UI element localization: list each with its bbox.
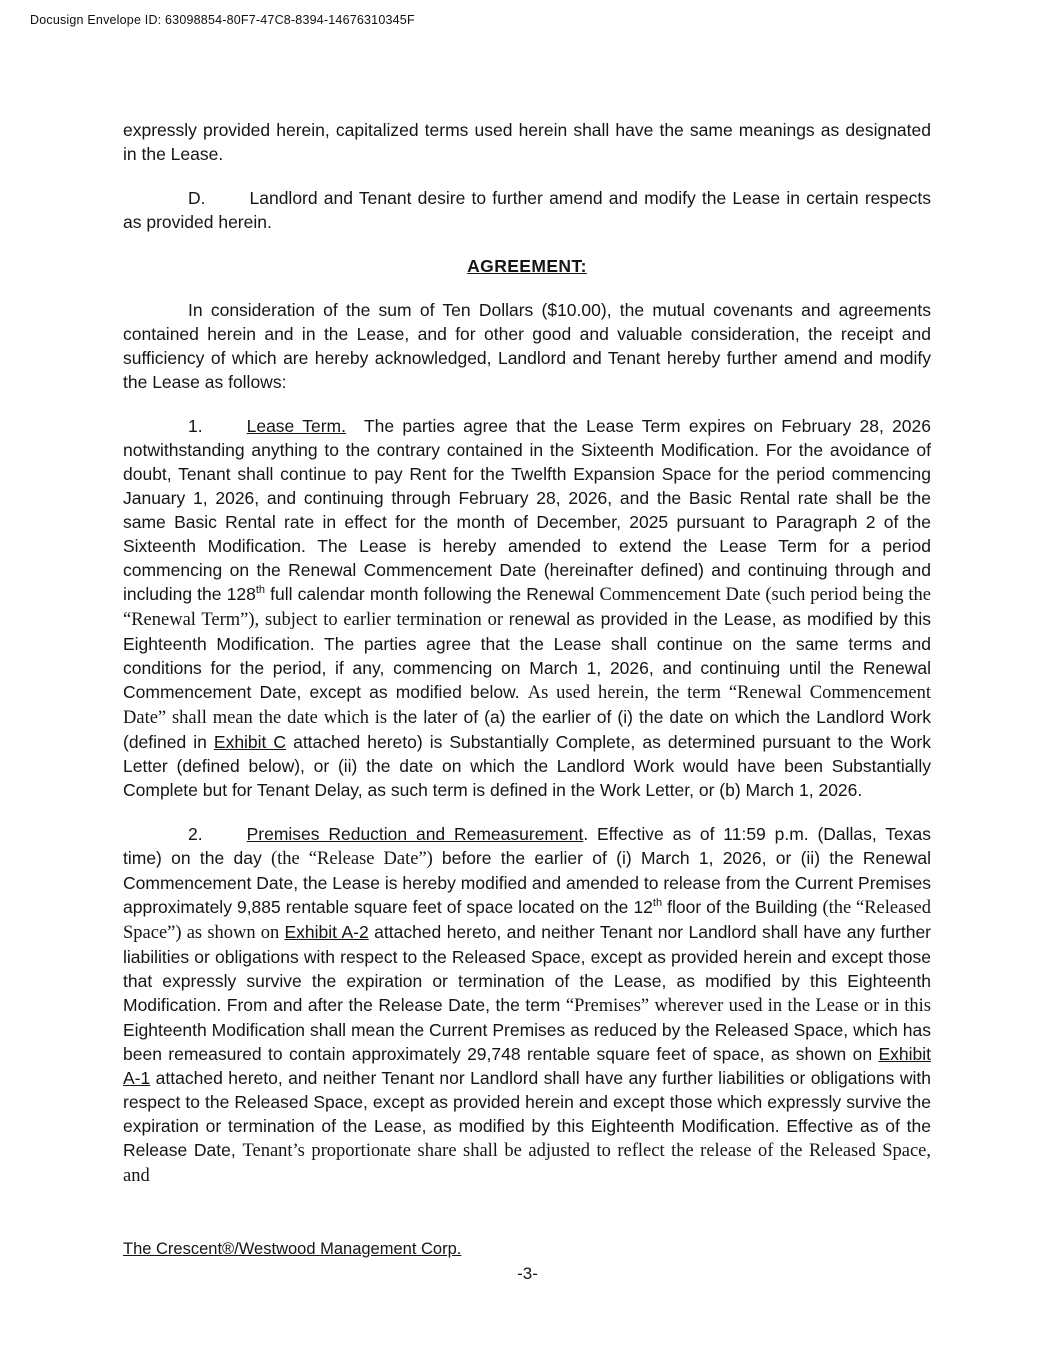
text-segment: 1. [188, 416, 203, 436]
document-body [123, 118, 931, 1208]
text-segment: Tenant’s proportionate share shall be adjusted to reflect the release of the Released Space, and [123, 1141, 931, 1186]
text-segment: expressly provided herein, capitalized terms used herein shall have the same meanings as designated in the Lease. [123, 120, 931, 164]
text-segment: D. [188, 188, 206, 208]
text-segment: The parties agree that the Lease Term expires on February 28, 2026 notwithstanding anything to the contrary contained in the Sixteenth Modification. For the avoidance of doubt, Tenant shall continue to pay Rent for the Twelfth Expansion Space for the period commencing January 1, 2026, and continuing through February 28, 2026, and the Basic Rental rate shall be the same Basic Rental rate in effect for the month of December, 2025 pursuant to Paragraph 2 of the Sixteenth Modification. The Lease is hereby amended to extend the Lease Term for a period commencing on the Renewal Commencement Date (hereinafter defined) and continuing through and including the 128 [123, 416, 931, 604]
text-segment: Landlord and Tenant desire to further amend and modify the Lease in certain respects as provided herein. [123, 188, 931, 232]
text-segment: Lease Term. [246, 416, 346, 436]
text-segment: Exhibit A-2 [284, 922, 369, 942]
tab-space [203, 839, 247, 840]
tab-space [206, 203, 250, 204]
section-1-lease-term [123, 414, 931, 802]
text-segment: th [255, 584, 266, 597]
text-segment: Commencement Date (such period being the “Renewal Term”), subject to earlier termination or [123, 585, 931, 630]
text-segment: (the “Released Space”) as shown on [123, 898, 931, 943]
text-segment: Exhibit A-1 [123, 1044, 931, 1088]
tab-space [346, 431, 364, 432]
text-segment: AGREEMENT: [467, 256, 587, 276]
text-segment: Exhibit C [213, 732, 287, 752]
consideration-paragraph [123, 298, 931, 394]
text-segment: before the earlier of (i) March 1, 2026, or (ii) the Renewal Commencement Date, the Lease is hereby modified and amended to release from the Current Premises approximately 9,885 rentable square feet of space located on the 12 [123, 848, 931, 917]
text-segment: renewal as provided in the Lease, as modified by this Eighteenth Modification. The parties agree that the Lease shall continue on the same terms and conditions for the period, if any, commencing on March 1, 2026, and continuing until the Renewal Commencement Date, except as modified below. [123, 609, 931, 702]
text-segment: As used herein, the term “Renewal Commencement Date” shall mean the date which is [123, 683, 931, 728]
text-segment: attached hereto) is Substantially Complete, as determined pursuant to the Work Letter (defined below), or (ii) the date on which the Landlord Work would have been Substantially Complete but for Tenant Delay, as such term is defined in the Work Letter, or (b) March 1, 2026. [123, 732, 931, 800]
text-segment: full calendar month following the Renewal [265, 584, 600, 604]
text-segment: attached hereto, and neither Tenant nor Landlord shall have any further liabilities or obligations with respect to the Released Space, except as provided herein and except those which expressly survive the expiration or termination of the Lease, as modified by this Eighteenth Modification. Effective as of the Release Date, [123, 1068, 931, 1160]
tab-space [203, 431, 247, 432]
text-segment: In consideration of the sum of Ten Dollars ($10.00), the mutual covenants and agreements contained herein and in the Lease, and for other good and valuable consideration, the receipt and sufficiency of which are hereby acknowledged, Landlord and Tenant hereby further amend and modify the Lease as follows: [123, 300, 931, 392]
recital-d-paragraph [123, 186, 931, 234]
agreement-heading [123, 254, 931, 278]
text-segment: . Effective as of 11:59 p.m. (Dallas, Texas time) on the day [123, 824, 931, 868]
text-segment: 2. [188, 824, 203, 844]
text-segment: th [652, 897, 663, 910]
text-segment: Premises Reduction and Remeasurement [246, 824, 584, 844]
section-2-premises-reduction [123, 822, 931, 1188]
page-number: -3- [517, 1264, 538, 1283]
text-segment: attached hereto, and neither Tenant nor Landlord shall have any further liabilities or obligations with respect to the Released Space, except as provided herein and except those that expressly survive the expiration or termination of the Lease, as modified by this Eighteenth Modification. From and after the Release Date, the term [123, 922, 932, 1015]
text-segment: the later of (a) the earlier of (i) the date on which the Landlord Work (defined in [123, 707, 931, 752]
footer-company-name: The Crescent®/Westwood Management Corp. [123, 1240, 462, 1258]
docusign-envelope-id: Docusign Envelope ID: 63098854-80F7-47C8-8394-14676310345F [30, 13, 415, 27]
text-segment: Eighteenth Modification shall mean the Current Premises as reduced by the Released Space, which has been remeasured to contain approximately 29,748 rentable square feet of space, as shown on [123, 1020, 931, 1064]
text-segment: floor of the Building [662, 897, 823, 917]
continuation-paragraph [123, 118, 931, 166]
text-segment: “Premises” wherever used in the Lease or in this [565, 996, 931, 1016]
text-segment: (the “Release Date”) [270, 849, 442, 869]
